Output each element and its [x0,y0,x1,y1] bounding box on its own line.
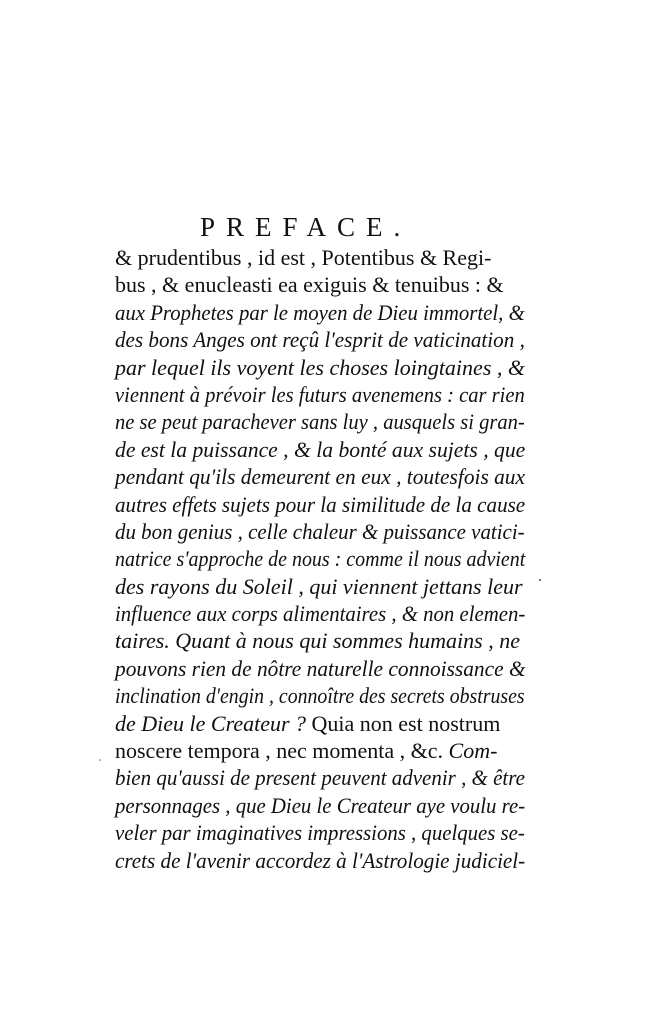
text-line: viennent à prévoir les futurs avenemens : car rien [115,381,525,407]
text-line: taires. Quant à nous qui sommes humains , ne [115,628,520,654]
text-line: bus , & enucleasti ea exiguis & tenuibus : & [115,272,504,298]
text-line: du bon genius , celle chaleur & puissance vatici- [115,518,525,544]
text-line: ne se peut parachever sans luy , ausquels si gran- [115,409,525,435]
text-line: pendant qu'ils demeurent en eux , toutesfois aux [115,464,526,490]
text-line: des bons Anges ont reçû l'esprit de vaticination , [115,327,525,353]
text-block [115,244,525,874]
text-line: autres effets sujets pour la similitude de la cause [115,491,526,517]
text-line: aux Prophetes par le moyen de Dieu immortel, & [115,299,525,325]
text-line: bien qu'aussi de present peuvent advenir , & être [115,765,525,791]
text-line: crets de l'avenir accordez à l'Astrologie judiciel- [115,847,526,873]
text-line: influence aux corps alimentaires , & non elemen- [115,601,526,627]
text-line: personnages , que Dieu le Createur aye voulu re- [115,792,526,818]
ink-speck [539,579,541,581]
text-line: pouvons rien de nôtre naturelle connoissance & [115,655,526,681]
text-line: inclination d'engin , connoître des secrets obstruses [115,683,525,709]
text-line: des rayons du Soleil , qui viennent jettans leur [115,573,523,599]
roman-run: noscere tempora , nec momenta , &c. [115,738,449,764]
text-line: & prudentibus , id est , Potentibus & Regi- [115,245,492,270]
italic-run: Com- [448,738,498,764]
text-line: de est la puissance , & la bonté aux sujets , que [115,436,526,462]
ink-speck [99,759,101,761]
running-head: PREFACE. [200,212,412,242]
text-line: natrice s'approche de nous : comme il nous advient [115,546,526,572]
text-line: par lequel ils voyent les choses loingtaines , & [115,354,525,380]
italic-run: de Dieu le Createur ? [115,710,312,736]
text-line [115,737,525,764]
text-line [115,710,525,737]
roman-run: Quia non est nostrum [311,710,501,736]
text-line: veler par imaginatives impressions , quelques se- [115,820,525,846]
